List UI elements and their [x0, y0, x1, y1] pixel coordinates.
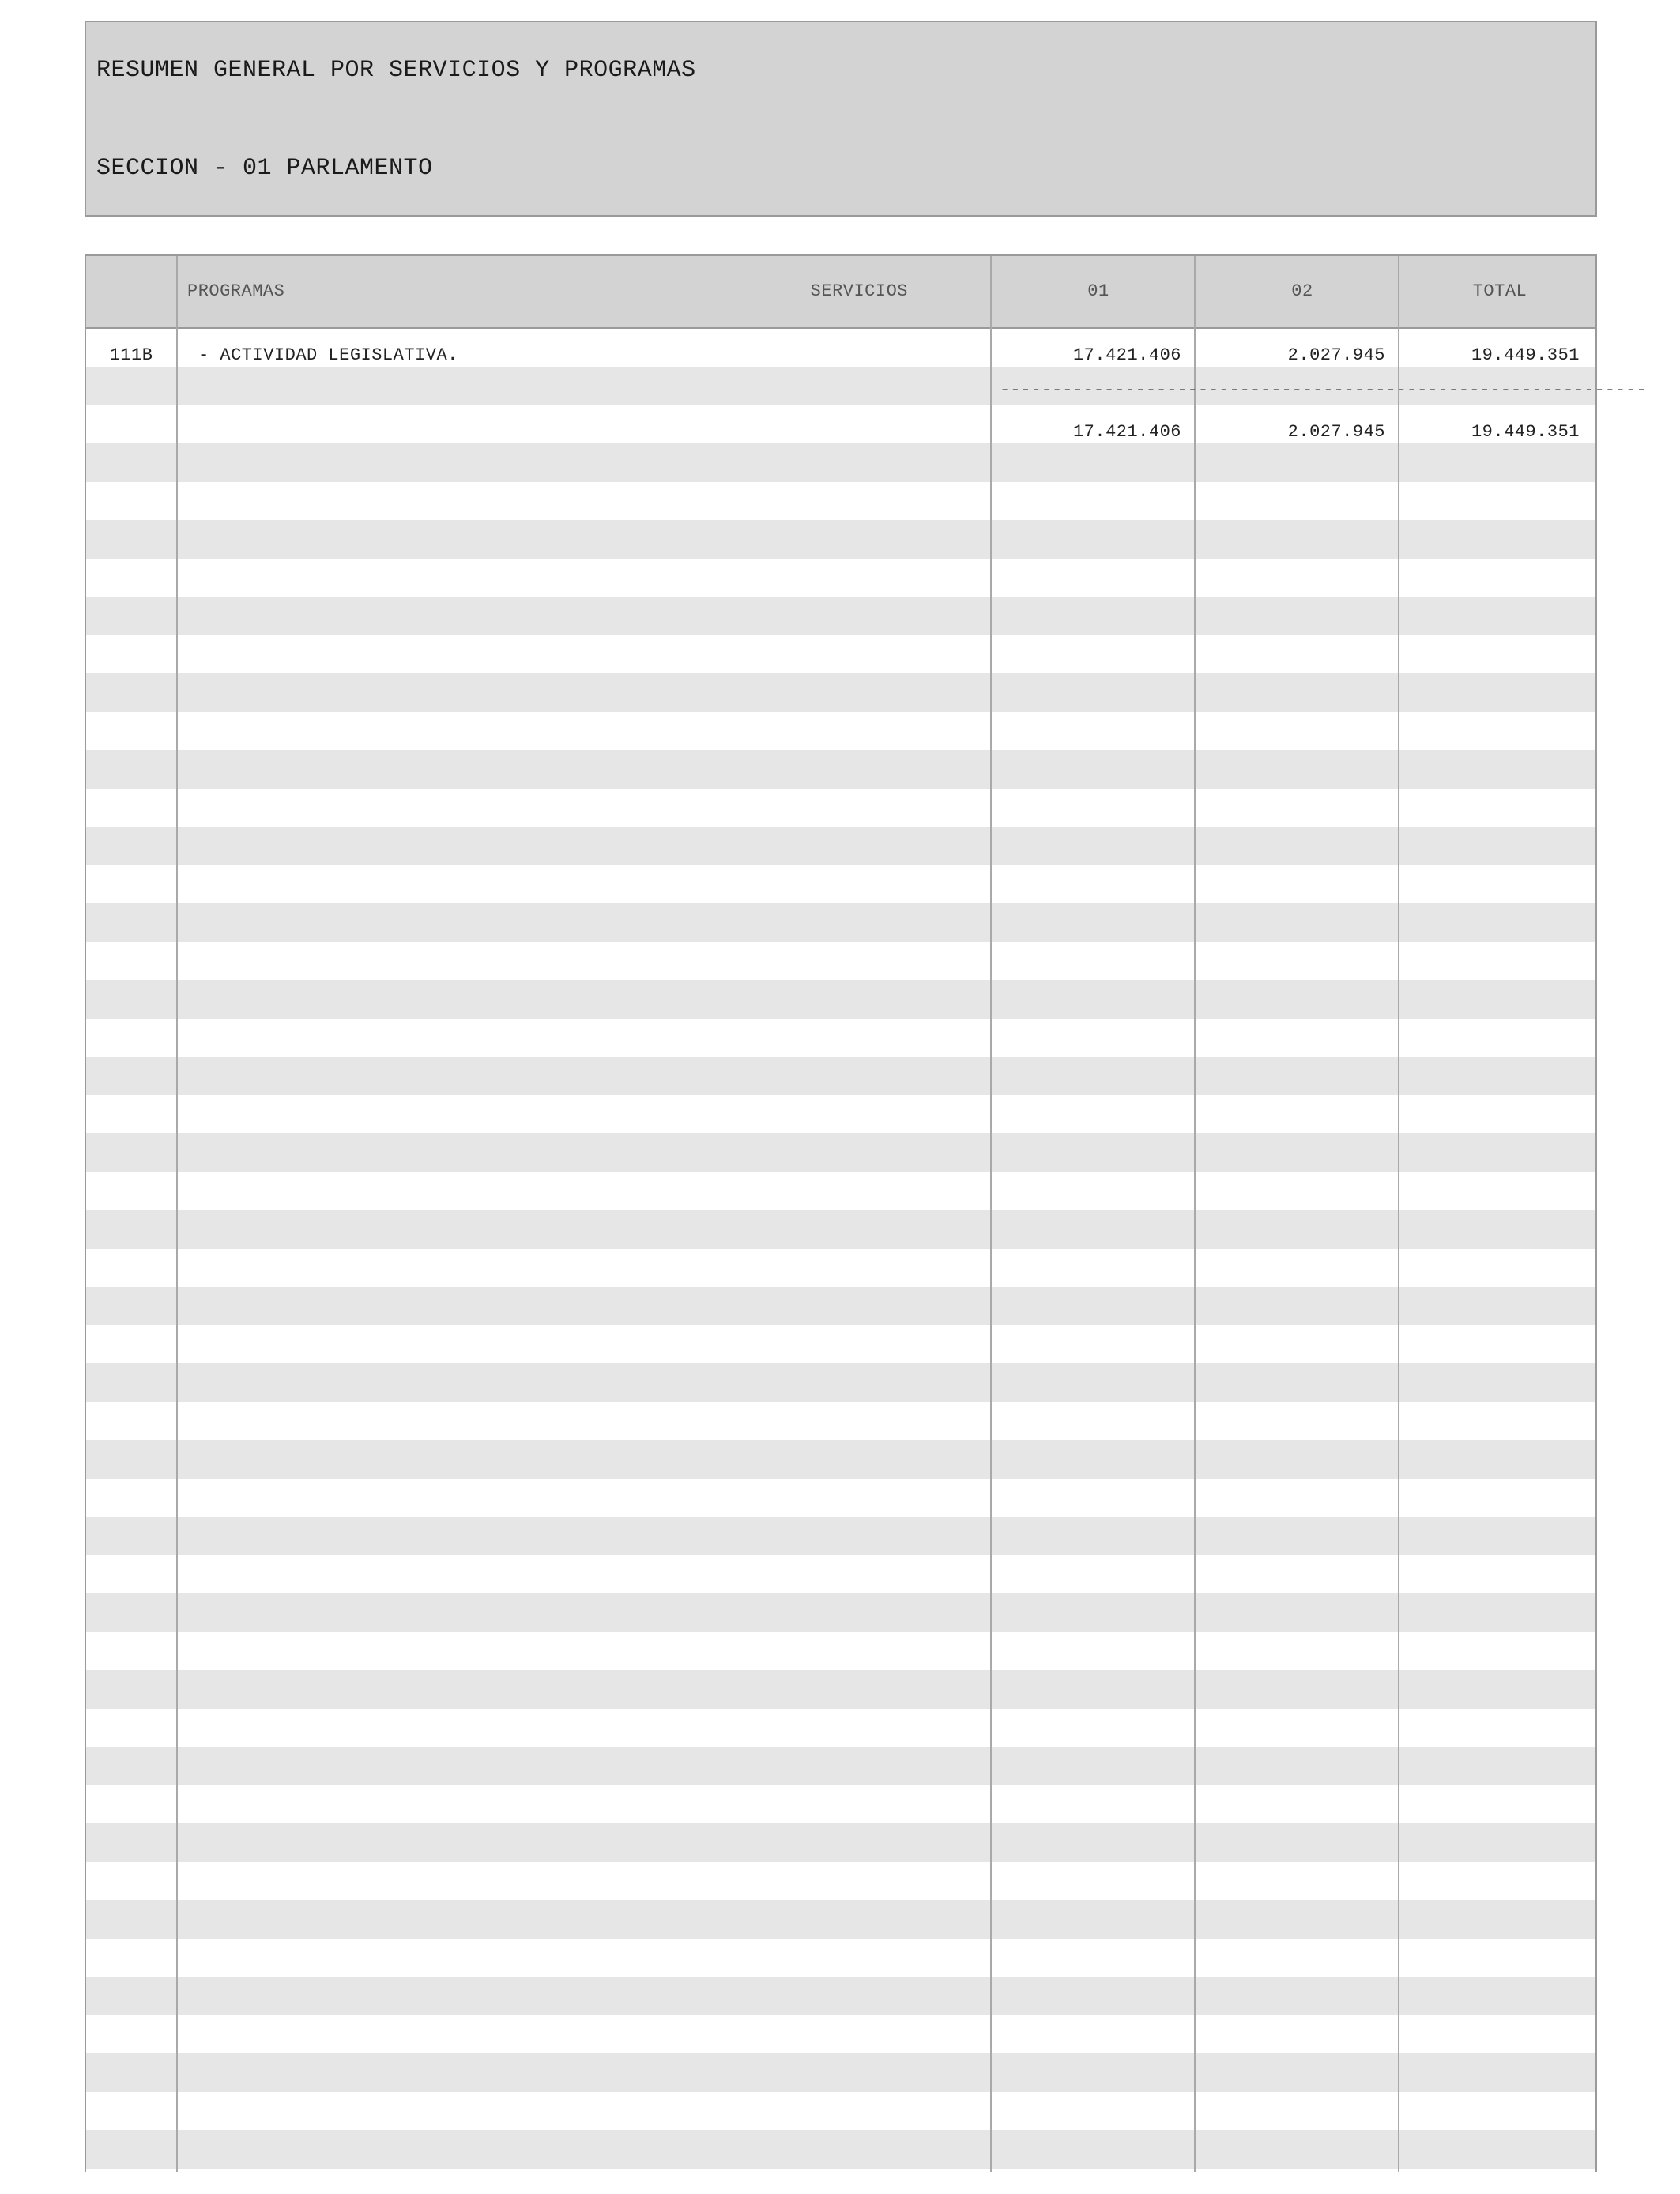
column-divider — [176, 256, 178, 2172]
budget-table — [85, 254, 1647, 2172]
program-code: 111B — [109, 345, 153, 365]
total-service-01: 17.421.406 — [1072, 422, 1181, 442]
column-header-total: TOTAL — [1472, 281, 1527, 301]
service-02-value: 2.027.945 — [1287, 345, 1385, 365]
column-header-programas: PROGRAMAS — [187, 281, 285, 301]
report-section: SECCION - 01 PARLAMENTO — [96, 155, 433, 182]
column-divider — [990, 256, 992, 2172]
row-stripes — [86, 329, 1647, 2172]
column-header-01: 01 — [1087, 281, 1109, 301]
column-header-02: 02 — [1291, 281, 1313, 301]
column-divider — [1194, 256, 1196, 2172]
service-01-value: 17.421.406 — [1072, 345, 1181, 365]
totals-separator: -------------------------------------------------------------- — [1000, 380, 1647, 400]
row-total-value: 19.449.351 — [1471, 345, 1580, 365]
total-service-02: 2.027.945 — [1287, 422, 1385, 442]
report-title: RESUMEN GENERAL POR SERVICIOS Y PROGRAMAS — [96, 57, 696, 84]
column-header-servicios: SERVICIOS — [810, 281, 908, 301]
report-header — [85, 21, 1597, 217]
grand-total: 19.449.351 — [1471, 422, 1580, 442]
table-header — [86, 256, 1595, 329]
program-description: - ACTIVIDAD LEGISLATIVA. — [198, 345, 458, 365]
column-divider — [1398, 256, 1399, 2172]
